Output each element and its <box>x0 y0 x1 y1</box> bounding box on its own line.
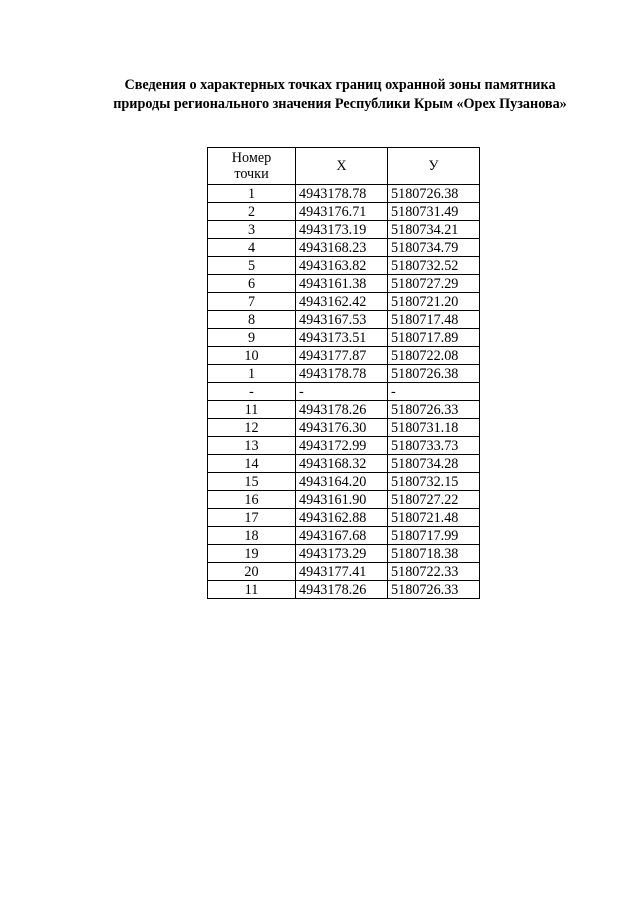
y-coordinate-cell: 5180726.38 <box>388 365 480 383</box>
x-coordinate-cell: 4943163.82 <box>296 257 388 275</box>
point-number-cell: 1 <box>208 365 296 383</box>
point-number-cell: 9 <box>208 329 296 347</box>
x-coordinate-cell: 4943167.53 <box>296 311 388 329</box>
table-row <box>208 365 480 383</box>
y-coordinate-cell: 5180726.38 <box>388 185 480 203</box>
point-number-cell: 17 <box>208 509 296 527</box>
point-number-cell: 15 <box>208 473 296 491</box>
table-header <box>208 148 480 185</box>
x-coordinate-cell: 4943178.78 <box>296 365 388 383</box>
y-coordinate-cell: 5180732.15 <box>388 473 480 491</box>
y-coordinate-cell: 5180717.99 <box>388 527 480 545</box>
table-row <box>208 437 480 455</box>
table-row <box>208 185 480 203</box>
table-row <box>208 293 480 311</box>
x-coordinate-cell: 4943168.23 <box>296 239 388 257</box>
point-number-cell: 14 <box>208 455 296 473</box>
point-number-cell: 16 <box>208 491 296 509</box>
x-coordinate-cell: 4943161.38 <box>296 275 388 293</box>
x-coordinate-cell: 4943178.26 <box>296 401 388 419</box>
y-coordinate-cell: 5180726.33 <box>388 581 480 599</box>
y-coordinate-cell: 5180722.33 <box>388 563 480 581</box>
table-row <box>208 527 480 545</box>
point-number-cell: 8 <box>208 311 296 329</box>
table-row <box>208 221 480 239</box>
y-coordinate-cell: 5180721.48 <box>388 509 480 527</box>
document-title-line-1: Сведения о характерных точках границ охранной зоны памятника <box>124 77 556 93</box>
y-coordinate-cell: 5180717.89 <box>388 329 480 347</box>
header-point-line-1: Номер <box>231 150 272 166</box>
header-y: У <box>388 148 480 185</box>
y-coordinate-cell: 5180726.33 <box>388 401 480 419</box>
coordinates-table <box>207 147 480 599</box>
header-point-line-2: точки <box>234 166 269 182</box>
y-coordinate-cell: 5180727.22 <box>388 491 480 509</box>
x-coordinate-cell: 4943161.90 <box>296 491 388 509</box>
table-row <box>208 311 480 329</box>
table-row <box>208 275 480 293</box>
header-x: X <box>296 148 388 185</box>
table-header-row <box>208 148 480 185</box>
y-coordinate-cell: 5180731.18 <box>388 419 480 437</box>
x-coordinate-cell: 4943177.41 <box>296 563 388 581</box>
point-number-cell: 4 <box>208 239 296 257</box>
point-number-cell: 7 <box>208 293 296 311</box>
x-coordinate-cell: 4943173.29 <box>296 545 388 563</box>
point-number-cell: 11 <box>208 401 296 419</box>
x-coordinate-cell: 4943173.19 <box>296 221 388 239</box>
point-number-cell: 5 <box>208 257 296 275</box>
point-number-cell: 12 <box>208 419 296 437</box>
y-coordinate-cell: 5180734.21 <box>388 221 480 239</box>
table-row <box>208 581 480 599</box>
x-coordinate-cell: 4943176.30 <box>296 419 388 437</box>
x-coordinate-cell: 4943162.88 <box>296 509 388 527</box>
x-coordinate-cell: 4943172.99 <box>296 437 388 455</box>
point-number-cell: 6 <box>208 275 296 293</box>
table-row <box>208 545 480 563</box>
table-row <box>208 257 480 275</box>
point-number-cell: - <box>208 383 296 401</box>
point-number-cell: 19 <box>208 545 296 563</box>
x-coordinate-cell: 4943178.78 <box>296 185 388 203</box>
table-row <box>208 203 480 221</box>
x-coordinate-cell: 4943173.51 <box>296 329 388 347</box>
x-coordinate-cell: 4943164.20 <box>296 473 388 491</box>
document-title <box>40 76 640 114</box>
header-point-number <box>208 148 296 185</box>
x-coordinate-cell: 4943168.32 <box>296 455 388 473</box>
point-number-cell: 13 <box>208 437 296 455</box>
table-row <box>208 401 480 419</box>
y-coordinate-cell: 5180727.29 <box>388 275 480 293</box>
y-coordinate-cell: 5180731.49 <box>388 203 480 221</box>
point-number-cell: 20 <box>208 563 296 581</box>
x-coordinate-cell: 4943176.71 <box>296 203 388 221</box>
y-coordinate-cell: 5180722.08 <box>388 347 480 365</box>
y-coordinate-cell: - <box>388 383 480 401</box>
table-row <box>208 383 480 401</box>
point-number-cell: 1 <box>208 185 296 203</box>
table-row <box>208 491 480 509</box>
point-number-cell: 18 <box>208 527 296 545</box>
table-row <box>208 419 480 437</box>
y-coordinate-cell: 5180732.52 <box>388 257 480 275</box>
table-row <box>208 329 480 347</box>
y-coordinate-cell: 5180717.48 <box>388 311 480 329</box>
x-coordinate-cell: - <box>296 383 388 401</box>
point-number-cell: 3 <box>208 221 296 239</box>
x-coordinate-cell: 4943162.42 <box>296 293 388 311</box>
table-row <box>208 347 480 365</box>
point-number-cell: 10 <box>208 347 296 365</box>
table-row <box>208 563 480 581</box>
table-row <box>208 455 480 473</box>
table-body <box>208 185 480 599</box>
x-coordinate-cell: 4943167.68 <box>296 527 388 545</box>
document-title-line-2: природы регионального значения Республики Крым «Орех Пузанова» <box>113 96 567 112</box>
y-coordinate-cell: 5180734.79 <box>388 239 480 257</box>
table-row <box>208 239 480 257</box>
x-coordinate-cell: 4943177.87 <box>296 347 388 365</box>
table-row <box>208 509 480 527</box>
y-coordinate-cell: 5180721.20 <box>388 293 480 311</box>
y-coordinate-cell: 5180733.73 <box>388 437 480 455</box>
x-coordinate-cell: 4943178.26 <box>296 581 388 599</box>
table-row <box>208 473 480 491</box>
point-number-cell: 2 <box>208 203 296 221</box>
y-coordinate-cell: 5180718.38 <box>388 545 480 563</box>
y-coordinate-cell: 5180734.28 <box>388 455 480 473</box>
point-number-cell: 11 <box>208 581 296 599</box>
